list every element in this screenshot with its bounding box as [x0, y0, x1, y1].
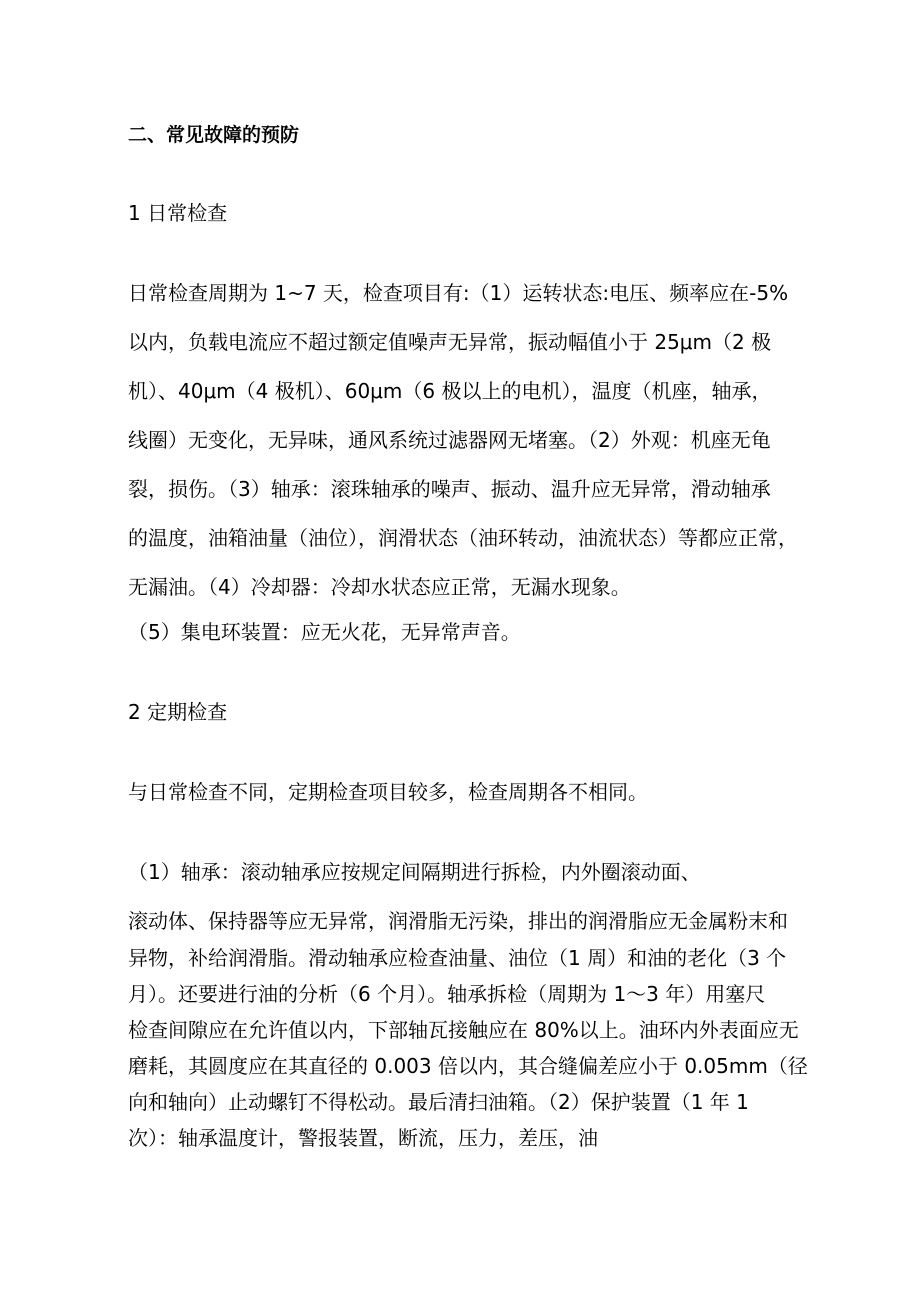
periodic-item-1: （1）轴承：滚动轴承应按规定间隔期进行拆检，内外圈滚动面、 [128, 860, 701, 884]
paragraph-line: 机）、40μm（4 极机）、60μm（6 极以上的电机），温度（机座，轴承， [128, 379, 772, 403]
daily-item-5: （5）集电环装置：应无火花，无异常声音。 [128, 620, 521, 644]
daily-inspection-paragraph [128, 269, 798, 612]
paragraph-line: 滚动体、保持器等应无异常，润滑脂无污染，排出的润滑脂应无金属粉末和 [128, 909, 788, 933]
paragraph-line: 线圈）无变化，无异味，通风系统过滤器网无堵塞。（2）外观：机座无龟 [128, 428, 771, 452]
paragraph-line: 以内，负载电流应不超过额定值噪声无异常，振动幅值小于 25μm（2 极 [128, 330, 772, 354]
paragraph-line: 月）。还要进行油的分析（6 个月）。轴承拆检（周期为 1～3 年）用塞尺 [128, 982, 766, 1006]
periodic-inspection-paragraph [128, 940, 808, 1156]
daily-inspection-heading: 1 日常检查 [128, 201, 228, 225]
paragraph-line: 磨耗，其圆度应在其直径的 0.003 倍以内，其合缝偏差应小于 0.05mm（径 [128, 1054, 808, 1078]
paragraph-line: 次）：轴承温度计，警报装置，断流，压力，差压，油 [128, 1126, 598, 1150]
paragraph-line: 无漏油。（4）冷却器：冷却水状态应正常，无漏水现象。 [128, 575, 631, 599]
periodic-inspection-intro: 与日常检查不同，定期检查项目较多，检查周期各不相同。 [128, 780, 648, 804]
paragraph-line: 裂，损伤。（3）轴承：滚珠轴承的噪声、振动、温升应无异常，滑动轴承 [128, 477, 771, 501]
section-title: 二、常见故障的预防 [128, 124, 300, 146]
paragraph-line: 检查间隙应在允许值以内，下部轴瓦接触应在 80%以上。油环内外表面应无 [128, 1018, 799, 1042]
paragraph-line: 日常检查周期为 1~7 天，检查项目有:（1）运转状态:电压、频率应在-5% [128, 281, 789, 305]
periodic-inspection-heading: 2 定期检查 [128, 700, 228, 724]
paragraph-line: 异物，补给润滑脂。滑动轴承应检查油量、油位（1 周）和油的老化（3 个 [128, 946, 787, 970]
paragraph-line: 向和轴向）止动螺钉不得松动。最后清扫油箱。（2）保护装置（1 年 1 [128, 1090, 749, 1114]
paragraph-line: 的温度，油箱油量（油位），润滑状态（油环转动，油流状态）等都应正常， [128, 526, 798, 550]
